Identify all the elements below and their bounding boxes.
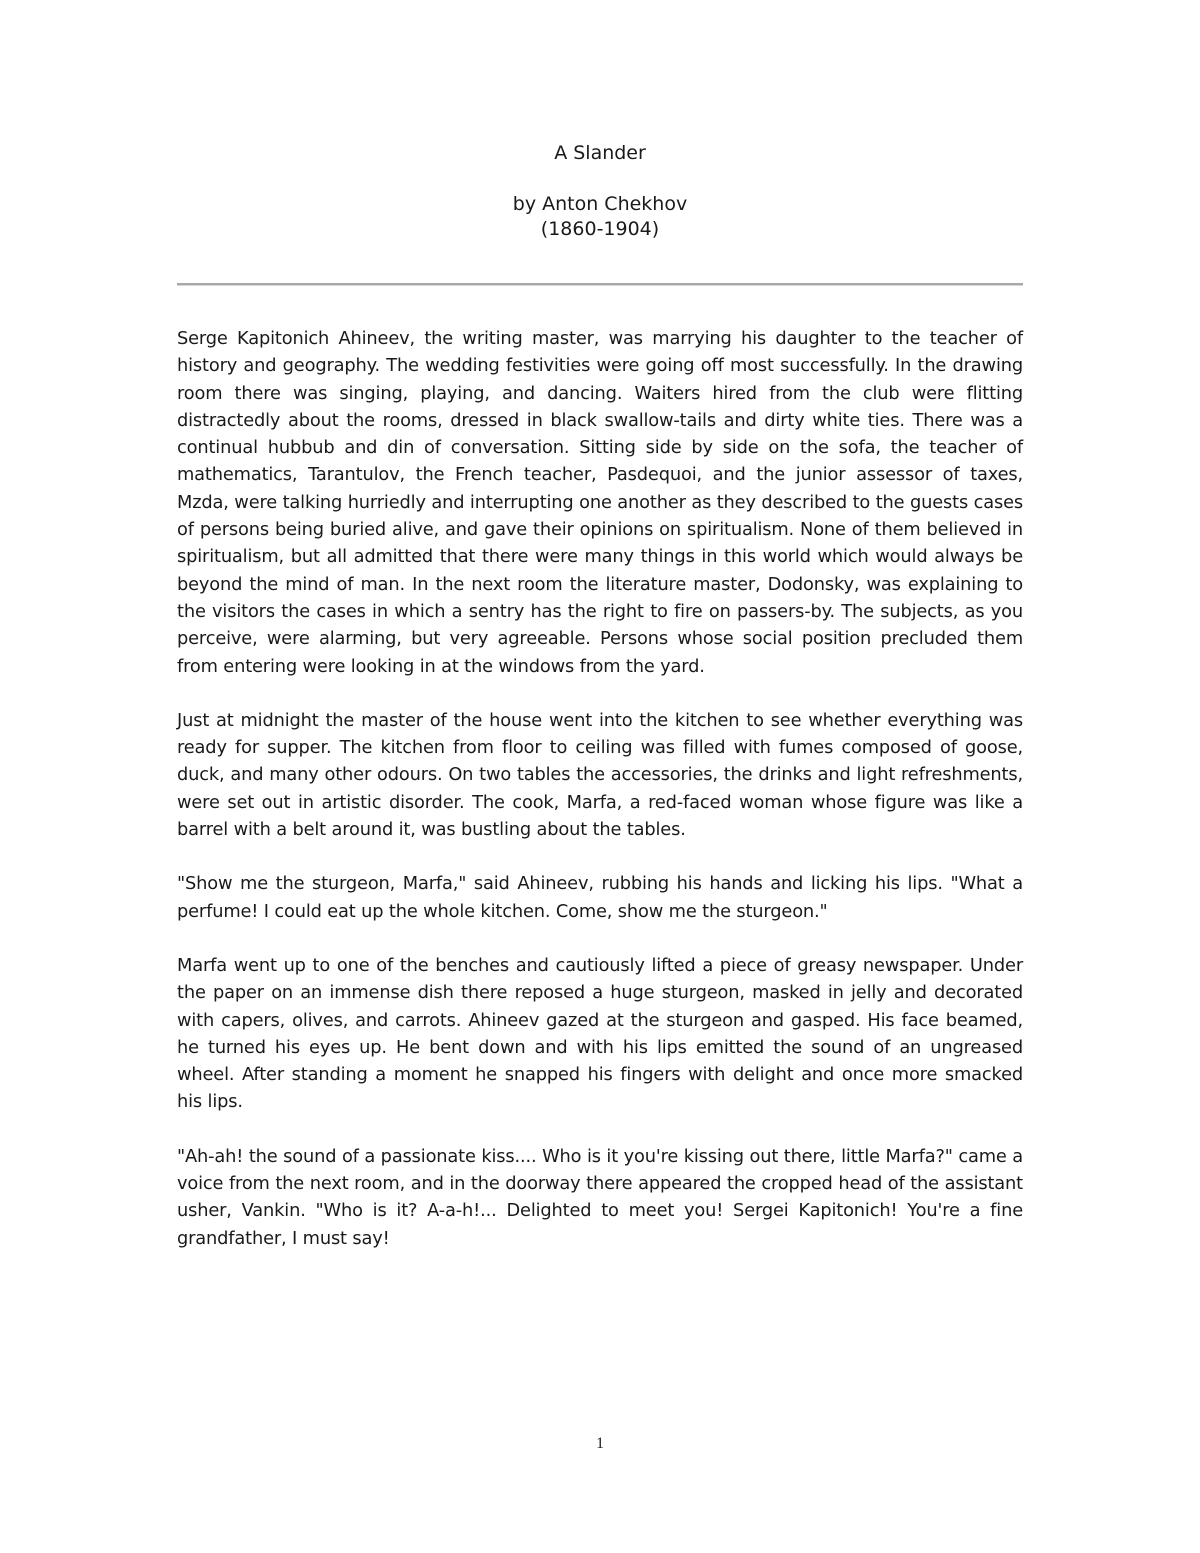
document-page: [177, 0, 1023, 1553]
paragraph: Marfa went up to one of the benches and cautiously lifted a piece of greasy newspaper. Under the paper on an immense dish there reposed a huge sturgeon, masked in jelly and decorated with capers, olives, and carrots. Ahineev gazed at the sturgeon and gasped. His face beamed, he turned his eyes up. He bent down and with his lips emitted the sound of an ungreased wheel. After standing a moment he snapped his fingers with delight and once more smacked his lips.: [177, 954, 1023, 1113]
paragraph: Serge Kapitonich Ahineev, the writing master, was marrying his daughter to the teacher of history and geography. The wedding festivities were going off most successfully. In the drawing room there was singing, playing, and dancing. Waiters hired from the club were flitting distractedly about the rooms, dressed in black swallow-tails and dirty white ties. There was a continual hubbub and din of conversation. Sitting side by side on the sofa, the teacher of mathematics, Tarantulov, the French teacher, Pasdequoi, and the junior assessor of taxes, Mzda, were talking hurriedly and interrupting one another as they described to the guests cases of persons being buried alive, and gave their opinions on spiritualism. None of them believed in spiritualism, but all admitted that there were many things in this world which would always be beyond the mind of man. In the next room the literature master, Dodonsky, was explaining to the visitors the cases in which a sentry has the right to fire on passers-by. The subjects, as you perceive, were alarming, but very agreeable. Persons whose social position precluded them from entering were looking in at the windows from the yard.: [177, 328, 1023, 677]
author-byline: by Anton Chekhov: [512, 193, 688, 215]
paragraph: "Ah-ah! the sound of a passionate kiss.... Who is it you're kissing out there, little Marfa?" came a voice from the next room, and in the doorway there appeared the cropped head of the assistant usher, Vankin. "Who is it? A-a-h!... Delighted to meet you! Sergei Kapitonich! You're a fine grandfather, I must say!: [177, 1145, 1023, 1249]
paragraph: "Show me the sturgeon, Marfa," said Ahineev, rubbing his hands and licking his lips. "What a perfume! I could eat up the whole kitchen. Come, show me the sturgeon.": [177, 873, 1023, 922]
author-dates: (1860-1904): [540, 218, 660, 240]
story-body: [177, 325, 1023, 1279]
story-title: A Slander: [554, 142, 646, 164]
page-number: 1: [596, 1435, 604, 1452]
horizontal-rule: [177, 283, 1023, 286]
paragraph: Just at midnight the master of the house went into the kitchen to see whether everything was ready for supper. The kitchen from floor to ceiling was filled with fumes composed of goose, duck, and many other odours. On two tables the accessories, the drinks and light refreshments, were set out in artistic disorder. The cook, Marfa, a red-faced woman whose figure was like a barrel with a belt around it, was bustling about the tables.: [177, 709, 1023, 841]
